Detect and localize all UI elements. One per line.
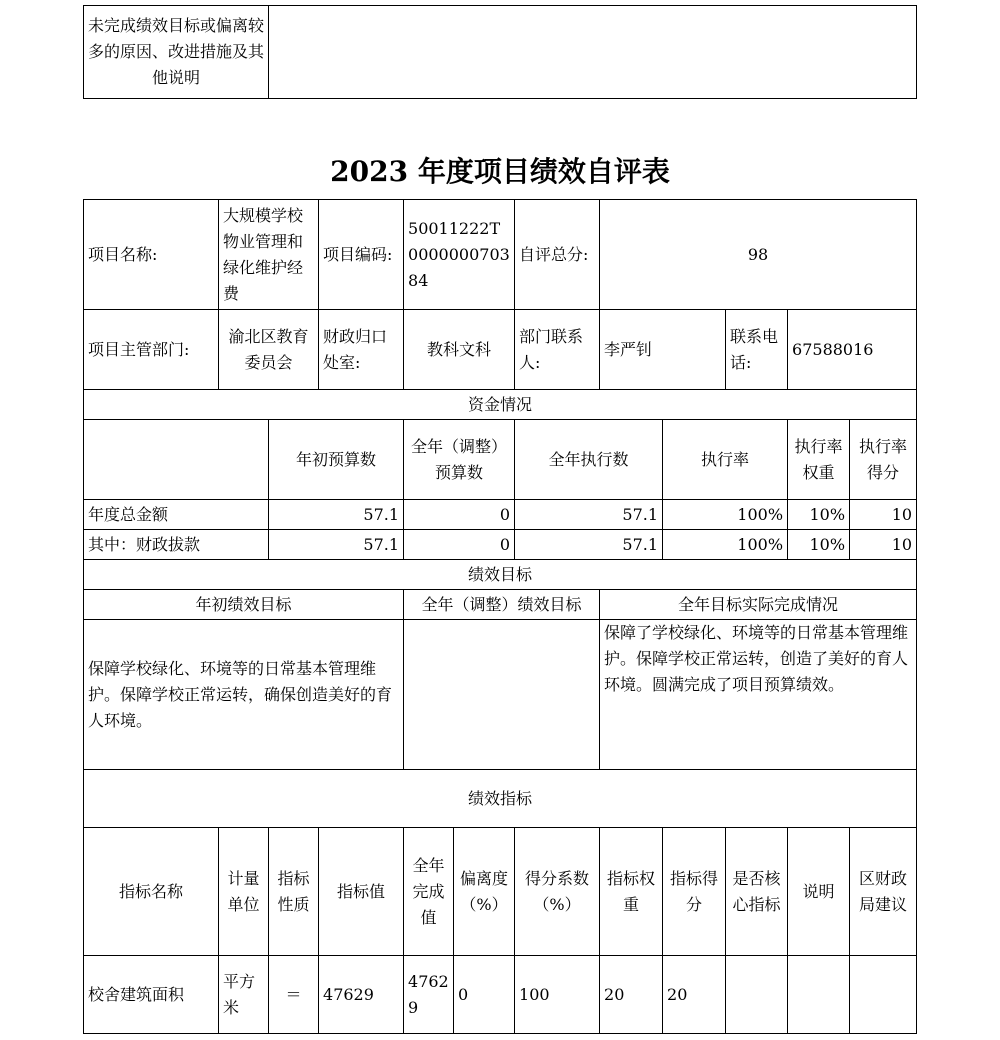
- score-label: 自评总分:: [515, 200, 600, 310]
- goal-initial-text: 保障学校绿化、环境等的日常基本管理维护。保障学校正常运转，确保创造美好的育人环境。: [84, 620, 404, 770]
- funds-header-blank: [84, 420, 269, 500]
- ind-cell-nature: ＝: [269, 956, 319, 1034]
- indicators-section-header: 绩效指标: [84, 770, 917, 828]
- goals-header-adjusted: 全年（调整）绩效目标: [404, 590, 600, 620]
- notes-value: [269, 6, 917, 99]
- ind-header-name: 指标名称: [84, 828, 219, 956]
- funds-row-total: [84, 500, 917, 530]
- finance-office-label: 财政归口处室:: [319, 310, 404, 390]
- ind-header-note: 说明: [788, 828, 850, 956]
- ind-cell-score: 20: [663, 956, 726, 1034]
- funds-cell: 57.1: [269, 500, 404, 530]
- funds-cell: 100%: [663, 500, 788, 530]
- funds-header-rate: 执行率: [663, 420, 788, 500]
- ind-header-coefficient: 得分系数（%）: [515, 828, 600, 956]
- ind-header-target: 指标值: [319, 828, 404, 956]
- funds-cell: 10: [850, 530, 917, 560]
- project-code: 50011222T000000070384: [404, 200, 515, 310]
- contact-label: 部门联系人:: [515, 310, 600, 390]
- funds-header-adjusted-budget: 全年（调整）预算数: [404, 420, 515, 500]
- ind-header-core: 是否核心指标: [726, 828, 788, 956]
- ind-header-advice: 区财政局建议: [850, 828, 917, 956]
- finance-office-value: 教科文科: [404, 310, 515, 390]
- funds-header-rate-score: 执行率得分: [850, 420, 917, 500]
- ind-header-unit: 计量单位: [219, 828, 269, 956]
- funds-cell: 10%: [788, 530, 850, 560]
- ind-cell-weight: 20: [600, 956, 663, 1034]
- goals-header-actual: 全年目标实际完成情况: [600, 590, 917, 620]
- ind-header-nature: 指标性质: [269, 828, 319, 956]
- funds-row-label: 年度总金额: [84, 500, 269, 530]
- funds-row-label: 其中：财政拔款: [84, 530, 269, 560]
- project-code-label: 项目编码:: [319, 200, 404, 310]
- funds-cell: 10: [850, 500, 917, 530]
- project-name-label: 项目名称:: [84, 200, 219, 310]
- ind-header-weight: 指标权重: [600, 828, 663, 956]
- self-score: 98: [600, 200, 917, 310]
- goals-header-initial: 年初绩效目标: [84, 590, 404, 620]
- goal-actual-text: 保障了学校绿化、环境等的日常基本管理维护。保障学校正常运转，创造了美好的育人环境。圆满完成了项目预算绩效。: [600, 620, 917, 770]
- funds-cell: 0: [404, 500, 515, 530]
- dept-label: 项目主管部门:: [84, 310, 219, 390]
- phone-value: 67588016: [788, 310, 917, 390]
- ind-cell-advice: [850, 956, 917, 1034]
- ind-cell-deviation: 0: [454, 956, 515, 1034]
- funds-cell: 10%: [788, 500, 850, 530]
- funds-header-initial-budget: 年初预算数: [269, 420, 404, 500]
- ind-header-deviation: 偏离度（%）: [454, 828, 515, 956]
- ind-cell-completed: 47629: [404, 956, 454, 1034]
- funds-cell: 100%: [663, 530, 788, 560]
- funds-cell: 57.1: [269, 530, 404, 560]
- phone-label: 联系电话:: [726, 310, 788, 390]
- project-name: 大规模学校物业管理和绿化维护经费: [219, 200, 319, 310]
- contact-value: 李严钊: [600, 310, 726, 390]
- goal-adjusted-text: [404, 620, 600, 770]
- ind-header-score: 指标得分: [663, 828, 726, 956]
- dept-value: 渝北区教育委员会: [219, 310, 319, 390]
- ind-header-completed: 全年完成值: [404, 828, 454, 956]
- ind-cell-unit: 平方米: [219, 956, 269, 1034]
- table-row: [84, 956, 917, 1034]
- funds-cell: 57.1: [515, 530, 663, 560]
- ind-cell-coefficient: 100: [515, 956, 600, 1034]
- ind-cell-name: 校舍建筑面积: [84, 956, 219, 1034]
- ind-cell-core: [726, 956, 788, 1034]
- funds-cell: 0: [404, 530, 515, 560]
- ind-cell-target: 47629: [319, 956, 404, 1034]
- goals-section-header: 绩效目标: [84, 560, 917, 590]
- document-title: 2023 年度项目绩效自评表: [330, 155, 670, 188]
- performance-table: [83, 199, 917, 1034]
- funds-row-fiscal: [84, 530, 917, 560]
- funds-cell: 57.1: [515, 500, 663, 530]
- funds-header-executed: 全年执行数: [515, 420, 663, 500]
- notes-label: 未完成绩效目标或偏离较多的原因、改进措施及其他说明: [84, 6, 269, 99]
- notes-table: [83, 5, 917, 99]
- funds-section-header: 资金情况: [84, 390, 917, 420]
- ind-cell-note: [788, 956, 850, 1034]
- funds-header-rate-weight: 执行率权重: [788, 420, 850, 500]
